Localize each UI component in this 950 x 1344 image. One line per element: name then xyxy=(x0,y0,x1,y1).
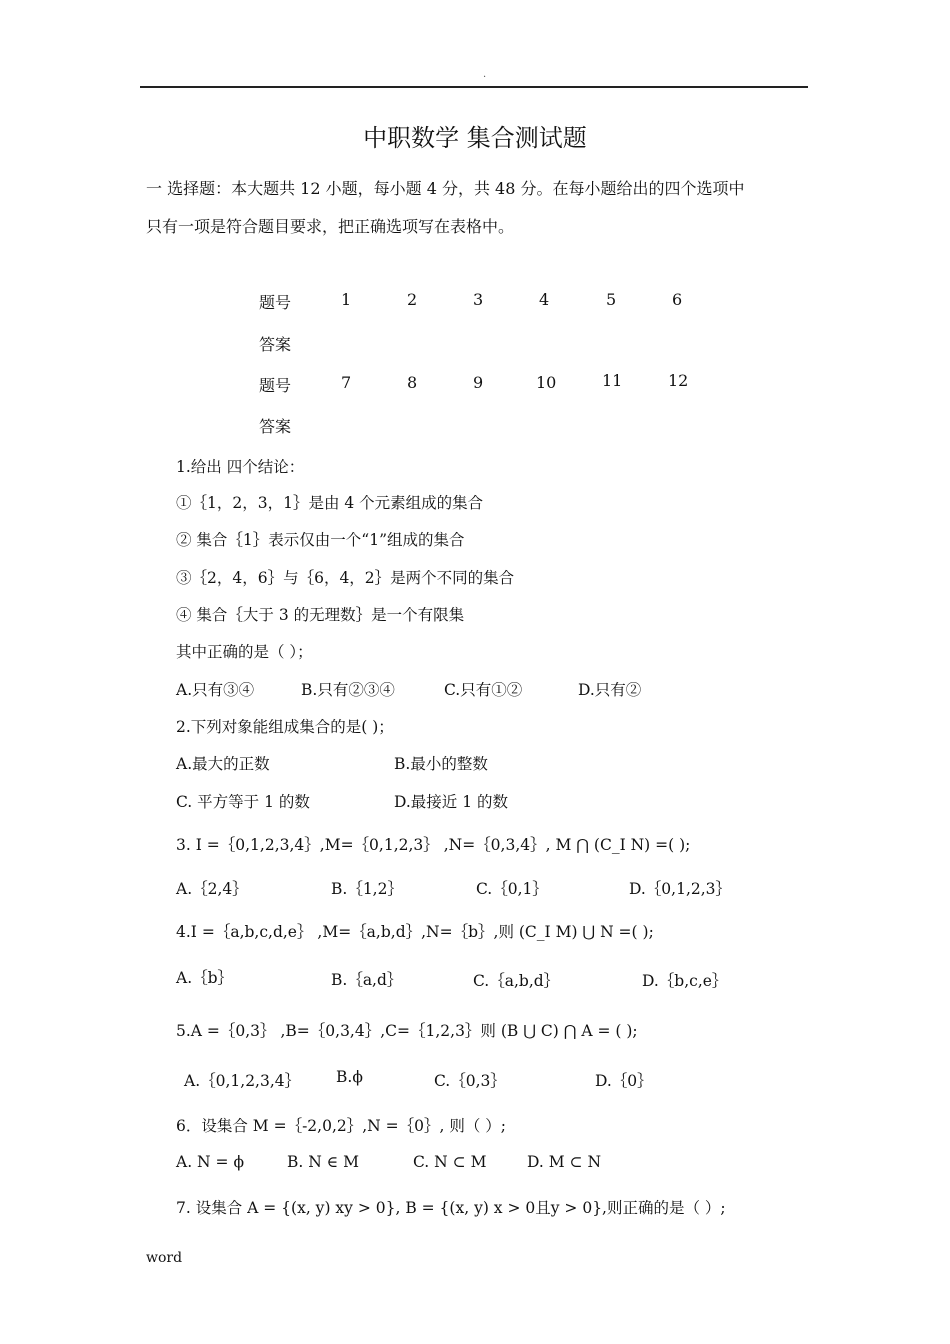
table-label: 题号 xyxy=(259,293,292,312)
table-number: 8 xyxy=(407,373,418,392)
option-c: C.只有①② xyxy=(444,681,523,699)
option-d: D.只有② xyxy=(578,681,642,699)
header-rule xyxy=(140,86,808,88)
option-a: A. N = ϕ xyxy=(176,1153,245,1171)
table-number: 2 xyxy=(407,290,418,309)
table-number: 1 xyxy=(341,290,352,309)
question-1-stem: 1.给出 四个结论： xyxy=(176,458,305,476)
table-number: 10 xyxy=(536,373,557,392)
table-number: 12 xyxy=(668,371,689,390)
option-b: B.ϕ xyxy=(336,1068,363,1086)
option-c: C. 平方等于 1 的数 xyxy=(176,793,310,811)
instructions-line-2: 只有一项是符合题目要求，把正确选项写在表格中。 xyxy=(146,217,515,236)
option-d: D. M ⊂ N xyxy=(527,1153,602,1171)
question-1-statement: ④ 集合｛大于 3 的无理数｝是一个有限集 xyxy=(176,606,465,624)
question-4-stem: 4.I =｛a,b,c,d,e｝ ,M=｛a,b,d｝,N=｛b｝,则 (C_I M) ⋃ N =( ); xyxy=(176,923,654,941)
option-c: C.｛0,1｝ xyxy=(476,880,548,898)
question-1-statement: ①｛1，2，3，1｝是由 4 个元素组成的集合 xyxy=(176,494,484,512)
question-6-stem: 6．设集合 M =｛-2,0,2｝,N =｛0｝, 则（ ）; xyxy=(176,1117,507,1135)
option-d: D.最接近 1 的数 xyxy=(394,793,509,811)
option-d: D.｛0,1,2,3｝ xyxy=(629,880,732,898)
instructions-line-1: 一 选择题：本大题共 12 小题，每小题 4 分，共 48 分。在每小题给出的四个选项中 xyxy=(146,179,745,198)
option-c: C. N ⊂ M xyxy=(413,1153,487,1171)
option-a: A.最大的正数 xyxy=(176,755,270,773)
question-2-stem: 2.下列对象能组成集合的是( )； xyxy=(176,718,394,736)
table-number: 6 xyxy=(672,290,683,309)
table-number: 11 xyxy=(602,371,623,390)
question-1-ask: 其中正确的是（ ）； xyxy=(176,643,313,661)
question-1-statement: ② 集合｛1｝表示仅由一个“1”组成的集合 xyxy=(176,531,465,549)
option-b: B. N ∈ M xyxy=(287,1153,360,1171)
option-a: A.｛2,4｝ xyxy=(176,880,248,898)
question-3-stem: 3. I =｛0,1,2,3,4｝,M=｛0,1,2,3｝ ,N=｛0,3,4｝, M ⋂ (C_I N) =( ); xyxy=(176,836,691,854)
option-a: A.｛0,1,2,3,4｝ xyxy=(184,1072,301,1090)
header-mark: · xyxy=(483,72,487,83)
option-d: D.｛b,c,e｝ xyxy=(642,972,728,990)
table-number: 5 xyxy=(606,290,617,309)
option-b: B.只有②③④ xyxy=(301,681,395,699)
page-title: 中职数学 集合测试题 xyxy=(363,124,587,152)
table-label: 答案 xyxy=(259,335,292,354)
option-b: B.｛1,2｝ xyxy=(331,880,403,898)
question-1-statement: ③｛2，4，6｝与｛6，4，2｝是两个不同的集合 xyxy=(176,569,515,587)
option-a: A.只有③④ xyxy=(176,681,255,699)
option-a: A.｛b｝ xyxy=(176,969,234,987)
option-c: C.｛0,3｝ xyxy=(434,1072,506,1090)
option-b: B.｛a,d｝ xyxy=(331,971,403,989)
footer-label: word xyxy=(146,1250,183,1266)
table-number: 3 xyxy=(473,290,484,309)
table-number: 4 xyxy=(539,290,550,309)
table-label: 答案 xyxy=(259,417,292,436)
option-b: B.最小的整数 xyxy=(394,755,488,773)
question-7-stem: 7. 设集合 A = {(x, y) xy > 0}, B = {(x, y) x > 0且y > 0},则正确的是（ ）; xyxy=(176,1199,726,1217)
option-d: D.｛0｝ xyxy=(595,1072,653,1090)
table-number: 7 xyxy=(341,373,352,392)
option-c: C.｛a,b,d｝ xyxy=(473,972,560,990)
question-5-stem: 5.A =｛0,3｝ ,B=｛0,3,4｝,C=｛1,2,3｝则 (B ⋃ C) ⋂ A = ( ); xyxy=(176,1022,638,1040)
table-label: 题号 xyxy=(259,376,292,395)
table-number: 9 xyxy=(473,373,484,392)
